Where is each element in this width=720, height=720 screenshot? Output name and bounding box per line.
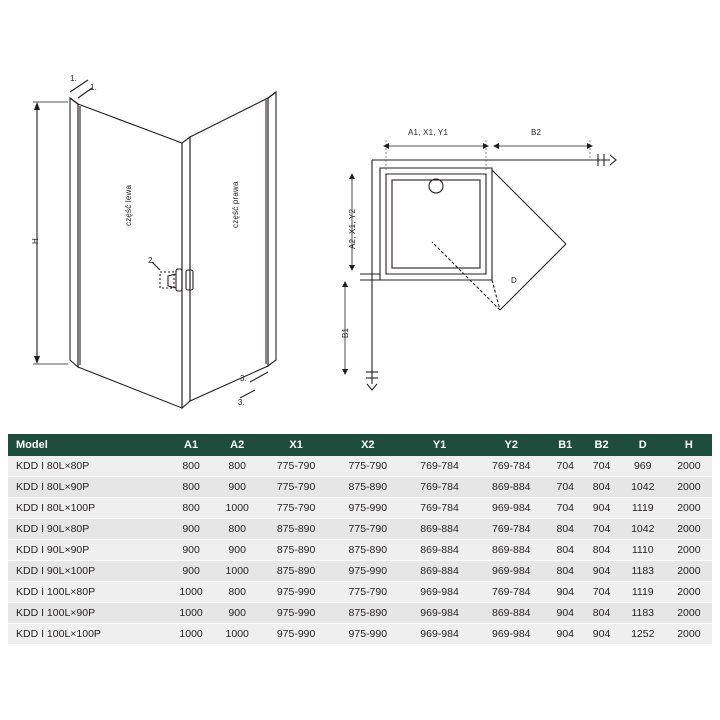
callout-3b: 3. <box>238 398 246 407</box>
cell-x2: 775-790 <box>332 582 404 603</box>
column-header-h: H <box>666 434 712 456</box>
cell-y2: 969-984 <box>475 624 547 645</box>
cell-b2: 704 <box>583 519 619 540</box>
cell-a1: 800 <box>168 498 214 519</box>
cell-b1: 704 <box>547 456 583 477</box>
table-row <box>8 540 712 561</box>
callout-1b: 1. <box>90 83 98 92</box>
cell-y1: 769-784 <box>404 456 476 477</box>
cell-a2: 1000 <box>214 561 260 582</box>
cell-y1: 869-884 <box>404 540 476 561</box>
cell-a1: 900 <box>168 540 214 561</box>
cell-x1: 975-990 <box>260 603 332 624</box>
cell-model: KDD I 100L×80P <box>8 582 168 603</box>
cell-h: 2000 <box>666 624 712 645</box>
cell-x2: 975-990 <box>332 561 404 582</box>
cell-b2: 704 <box>583 582 619 603</box>
table-header-row <box>8 434 712 456</box>
cell-b1: 904 <box>547 603 583 624</box>
cell-model: KDD I 90L×100P <box>8 561 168 582</box>
cell-h: 2000 <box>666 456 712 477</box>
column-header-a2: A2 <box>214 434 260 456</box>
cell-d: 1042 <box>620 477 666 498</box>
cell-d: 1183 <box>620 561 666 582</box>
cell-h: 2000 <box>666 603 712 624</box>
cell-x2: 875-890 <box>332 540 404 561</box>
callout-2: 2. <box>148 256 156 265</box>
cell-y2: 769-784 <box>475 582 547 603</box>
cell-b1: 804 <box>547 561 583 582</box>
table-row <box>8 477 712 498</box>
cell-d: 1252 <box>620 624 666 645</box>
cell-b2: 804 <box>583 540 619 561</box>
cell-y1: 969-984 <box>404 624 476 645</box>
specification-table <box>8 434 712 645</box>
cell-y2: 869-884 <box>475 477 547 498</box>
table-row <box>8 561 712 582</box>
cell-model: KDD I 80L×90P <box>8 477 168 498</box>
dimension-label-a1x1y1: A1, X1, Y1 <box>408 128 449 137</box>
cell-d: 1119 <box>620 498 666 519</box>
cell-a2: 1000 <box>214 624 260 645</box>
cell-y1: 869-884 <box>404 561 476 582</box>
cell-d: 1042 <box>620 519 666 540</box>
cell-x1: 875-890 <box>260 561 332 582</box>
dimension-label-b2: B2 <box>531 128 542 137</box>
table-row <box>8 456 712 477</box>
cell-b2: 704 <box>583 456 619 477</box>
dimension-label-d: D <box>511 276 517 285</box>
cell-a2: 900 <box>214 603 260 624</box>
cell-x2: 875-890 <box>332 603 404 624</box>
table-row <box>8 498 712 519</box>
table-body <box>8 456 712 645</box>
cell-model: KDD I 90L×90P <box>8 540 168 561</box>
cell-a1: 800 <box>168 456 214 477</box>
cell-b1: 904 <box>547 624 583 645</box>
cell-a2: 800 <box>214 582 260 603</box>
cell-y2: 869-884 <box>475 540 547 561</box>
cell-model: KDD I 80L×80P <box>8 456 168 477</box>
cell-h: 2000 <box>666 540 712 561</box>
column-header-x1: X1 <box>260 434 332 456</box>
cell-b1: 804 <box>547 540 583 561</box>
cell-model: KDD I 90L×80P <box>8 519 168 540</box>
cell-b2: 804 <box>583 603 619 624</box>
dimension-label-b1: B1 <box>341 327 350 338</box>
cell-x1: 975-990 <box>260 624 332 645</box>
cell-a1: 1000 <box>168 603 214 624</box>
cell-d: 969 <box>620 456 666 477</box>
cell-y2: 769-784 <box>475 519 547 540</box>
cell-model: KDD I 100L×90P <box>8 603 168 624</box>
cell-h: 2000 <box>666 561 712 582</box>
column-header-x2: X2 <box>332 434 404 456</box>
cell-b1: 904 <box>547 582 583 603</box>
column-header-y1: Y1 <box>404 434 476 456</box>
column-header-a1: A1 <box>168 434 214 456</box>
cell-h: 2000 <box>666 582 712 603</box>
cell-b1: 704 <box>547 477 583 498</box>
column-header-y2: Y2 <box>475 434 547 456</box>
cell-x2: 975-990 <box>332 498 404 519</box>
table-row <box>8 582 712 603</box>
cell-y2: 869-884 <box>475 603 547 624</box>
cell-a1: 900 <box>168 519 214 540</box>
cell-d: 1119 <box>620 582 666 603</box>
cell-model: KDD I 100L×100P <box>8 624 168 645</box>
label-part-left: część lewa <box>124 184 133 226</box>
cell-x2: 875-890 <box>332 477 404 498</box>
cell-y1: 969-984 <box>404 582 476 603</box>
cell-a1: 1000 <box>168 582 214 603</box>
cell-d: 1110 <box>620 540 666 561</box>
cell-a2: 800 <box>214 519 260 540</box>
dimension-label-a2x1y2: A2, X1, Y2 <box>348 208 357 249</box>
cell-y1: 969-984 <box>404 603 476 624</box>
cell-y2: 769-784 <box>475 456 547 477</box>
cell-b2: 904 <box>583 561 619 582</box>
cell-y2: 969-984 <box>475 561 547 582</box>
cell-x2: 775-790 <box>332 519 404 540</box>
callout-3: 3. <box>240 374 248 383</box>
cell-y2: 969-984 <box>475 498 547 519</box>
cell-d: 1183 <box>620 603 666 624</box>
column-header-b1: B1 <box>547 434 583 456</box>
cell-a1: 900 <box>168 561 214 582</box>
cell-b2: 904 <box>583 498 619 519</box>
cell-y1: 769-784 <box>404 477 476 498</box>
table-row <box>8 603 712 624</box>
table-row <box>8 624 712 645</box>
cell-x1: 975-990 <box>260 582 332 603</box>
column-header-model: Model <box>8 434 168 456</box>
cell-a2: 1000 <box>214 498 260 519</box>
cell-a2: 900 <box>214 540 260 561</box>
cell-x2: 975-990 <box>332 624 404 645</box>
label-part-right: część prawa <box>231 181 240 228</box>
cell-model: KDD I 80L×100P <box>8 498 168 519</box>
cell-b2: 904 <box>583 624 619 645</box>
cell-a1: 1000 <box>168 624 214 645</box>
cell-h: 2000 <box>666 498 712 519</box>
cell-x1: 775-790 <box>260 498 332 519</box>
cell-b1: 704 <box>547 498 583 519</box>
cell-x2: 775-790 <box>332 456 404 477</box>
cell-y1: 769-784 <box>404 498 476 519</box>
cell-x1: 875-890 <box>260 519 332 540</box>
cell-x1: 775-790 <box>260 477 332 498</box>
label-height-h: H <box>31 238 40 244</box>
cell-x1: 875-890 <box>260 540 332 561</box>
cell-b2: 804 <box>583 477 619 498</box>
cell-a1: 800 <box>168 477 214 498</box>
column-header-d: D <box>620 434 666 456</box>
cell-h: 2000 <box>666 477 712 498</box>
cell-a2: 900 <box>214 477 260 498</box>
cell-y1: 869-884 <box>404 519 476 540</box>
cell-h: 2000 <box>666 519 712 540</box>
cell-b1: 804 <box>547 519 583 540</box>
column-header-b2: B2 <box>583 434 619 456</box>
cell-a2: 800 <box>214 456 260 477</box>
cell-x1: 775-790 <box>260 456 332 477</box>
callout-1: 1. <box>70 74 78 83</box>
table-row <box>8 519 712 540</box>
